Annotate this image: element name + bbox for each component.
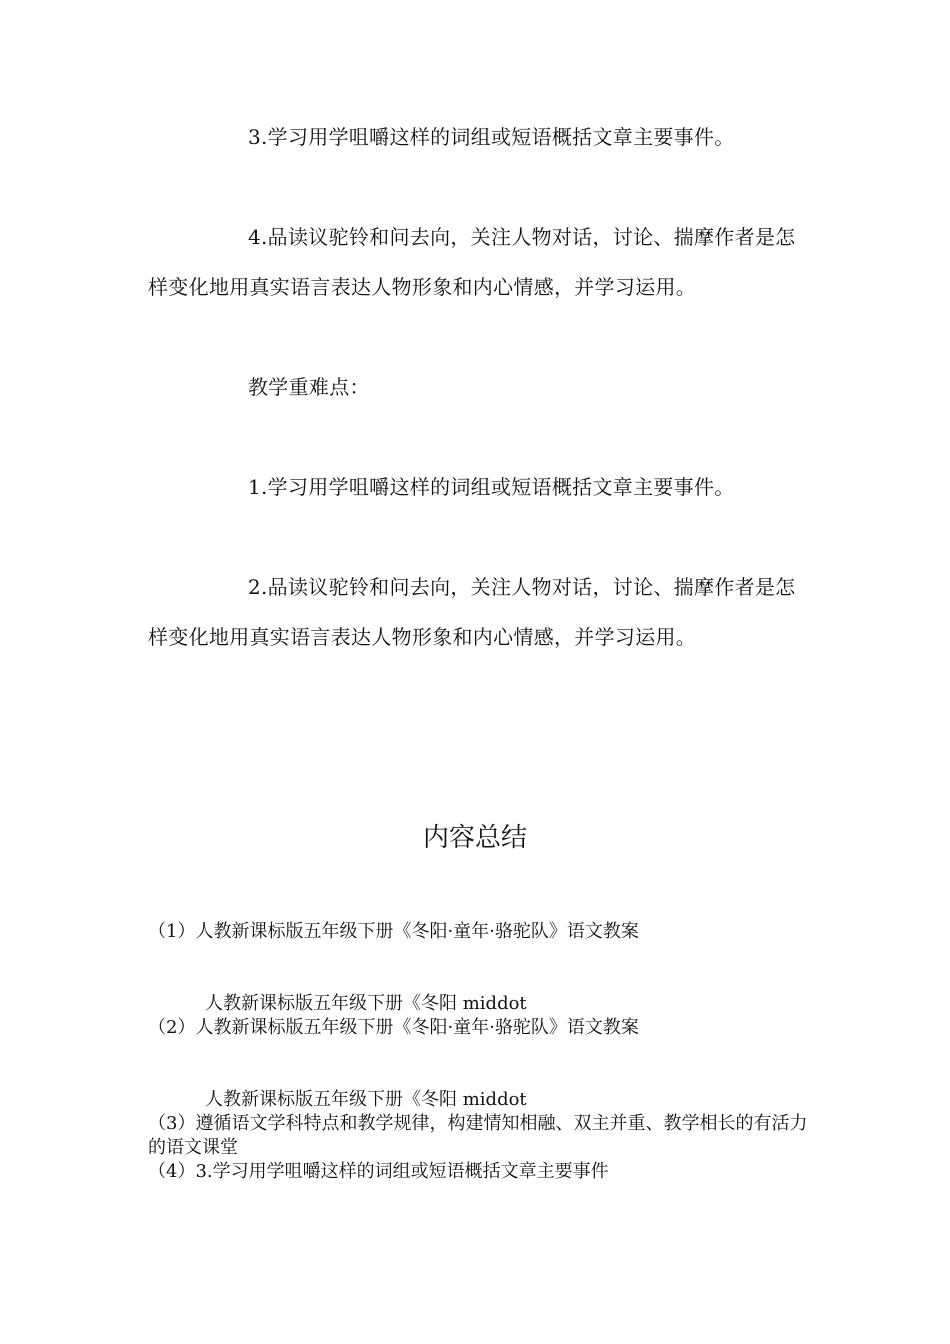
heading-key-difficulties: 教学重难点： xyxy=(248,375,370,399)
summary-sub-1: 人教新课标版五年级下册《冬阳 middot xyxy=(205,993,527,1014)
summary-item-3: （3）遵循语文学科特点和教学规律，构建情知相融、双主并重、教学相长的有活力的语文课堂 xyxy=(148,1113,808,1158)
paragraph-objective-4: 4.品读议驼铃和问去向，关注人物对话，讨论、揣摩作者是怎样变化地用真实语言表达人物形象和内心情感，并学习运用。 xyxy=(148,225,796,299)
summary-item-2: （2）人教新课标版五年级下册《冬阳·童年·骆驼队》语文教案 xyxy=(148,1017,639,1038)
summary-item-1: （1）人教新课标版五年级下册《冬阳·童年·骆驼队》语文教案 xyxy=(148,921,639,942)
summary-sub-2: 人教新课标版五年级下册《冬阳 middot xyxy=(205,1089,527,1110)
paragraph-objective-3: 3.学习用学咀嚼这样的词组或短语概括文章主要事件。 xyxy=(248,125,735,149)
summary-item-4: （4）3.学习用学咀嚼这样的词组或短语概括文章主要事件 xyxy=(148,1161,609,1182)
paragraph-difficulty-1: 1.学习用学咀嚼这样的词组或短语概括文章主要事件。 xyxy=(248,475,735,499)
paragraph-difficulty-2: 2.品读议驼铃和问去向，关注人物对话，讨论、揣摩作者是怎样变化地用真实语言表达人物形象和内心情感，并学习运用。 xyxy=(148,575,796,649)
summary-title: 内容总结 xyxy=(422,823,527,853)
